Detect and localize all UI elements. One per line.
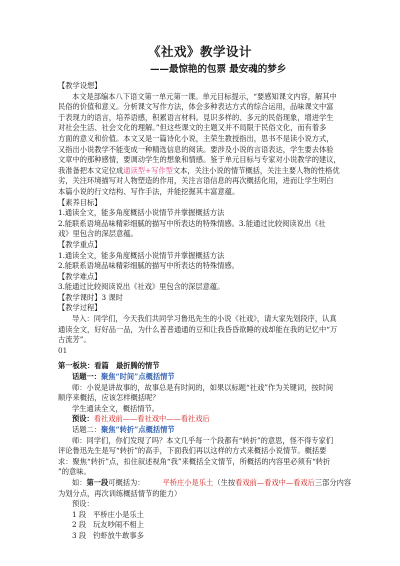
section-heading: 【素养目标】 — [58, 197, 102, 207]
list-item: 3.能通过比较阅读说出《社戏》里包含的深层意蕴。 — [58, 282, 225, 292]
page-title: 《社戏》教学设计 — [147, 44, 252, 59]
part-heading: 第一板块：看篇 最折腾的情节 — [58, 361, 160, 371]
list-item: 2.能联系语境品味精彩细腻的描写中所表达的特殊情感。 — [58, 261, 239, 271]
preset-label: 预设： — [72, 499, 94, 509]
line-text: 可概括为： — [108, 477, 145, 487]
paragraph-line: 民俗的价值和意义。分析课文写作方法，体会多种表达方式的综合运用，品味课文中富 — [58, 102, 334, 112]
item-number: 3 段 — [72, 530, 87, 540]
section-heading: 【教学课时】3 课时 — [58, 292, 123, 302]
paragraph-line: 又指出小说教学不能变成一种精选信息的阅读。要涉及小说的言语表达，学生要去体验 — [58, 144, 334, 154]
item-number: 2 段 — [72, 520, 87, 530]
topic-text: 聚焦“转折”点概括情节 — [101, 425, 175, 434]
paragraph-line: 导入：同学们，今天我们共同学习鲁迅先生的小说《社戏》，请大家先划段序，认真 — [72, 314, 337, 324]
section-heading: 【教学过程】 — [58, 303, 102, 313]
plot-item — [58, 510, 345, 521]
paragraph-line: 学生通读全文，概括情节。 — [72, 403, 160, 413]
example-highlight: 平桥庄小是乐土 — [162, 477, 214, 487]
topic-line — [58, 372, 345, 383]
paragraph-line: 师：小说是讲故事的，故事总是有时间的，如果以标题“社戏”作为关键词，按时间 — [72, 382, 334, 392]
paragraph-line: 方面的意义和价值。本文又是一篇诗化小说，主荣生教授指出，思书不是读小说方式， — [58, 133, 334, 143]
page-number: 01 — [58, 345, 68, 355]
list-item: 2.能联系语境品味精彩细腻的描写中所表达的特殊情感。3.能通过比较阅读说出《社 — [58, 218, 326, 228]
section-heading: 【教学难点】 — [58, 271, 102, 281]
paragraph-line: 本篇小说的行文结构、写作手法，并能挖掘其丰富意蕴。 — [58, 186, 240, 196]
paragraph-line: 评论鲁迅先生是写“转折”的高手，下面我们再以这样的方式来概括小说情节。概括要 — [58, 446, 327, 456]
example-highlight: 看戏前—看戏中—看戏后 — [235, 477, 315, 487]
item-number: 1 段 — [72, 509, 87, 519]
preset-label: 预设： — [72, 414, 94, 424]
item-text: 钓虾放牛敢事多 — [93, 530, 144, 540]
topic-text: 聚焦“时间”点概括情节 — [101, 372, 175, 382]
paragraph-line: 古流芳”。 — [58, 335, 91, 345]
highlight-text: 通读型+写作型 — [123, 165, 173, 175]
line-text: （生按 — [213, 477, 236, 487]
line-text: 如： — [72, 477, 87, 487]
paragraph-line: 顺序来概括，应该怎样概括呢？ — [58, 393, 160, 403]
preset-line — [58, 414, 345, 425]
line-text: 第一段 — [86, 477, 109, 487]
item-text: 玩友吵闹不相上 — [93, 520, 144, 530]
paragraph-line: ”的意味。 — [58, 467, 91, 477]
example-line — [58, 477, 352, 489]
item-text: 平桥庄小是乐土 — [93, 509, 144, 519]
paragraph-line — [58, 166, 345, 177]
document-body — [58, 81, 352, 542]
topic-line — [58, 425, 345, 436]
topic-label: 话题二： — [72, 425, 102, 434]
section-heading: 【教学设想】 — [58, 81, 102, 90]
line-text: 我准备把本文定位成 — [58, 165, 124, 175]
paragraph-line: 劣，关注环境描写对人物塑造的作用，关注言语信息的再次概括化用，进而让学生明白 — [58, 176, 334, 186]
paragraph-line: 师：同学们，你们发现了吗？本文几乎每一个段都有“转折”的意思，怪不得专家们 — [72, 435, 334, 445]
paragraph-line: 通读全文，好好品一品，为什么普普通通的豆和让我昏昏欲睡的戏却能在我的记忆中“万 — [58, 324, 338, 334]
paragraph-line: 文章中的那种感情，要调动学生的想象和情感。鉴于单元目标与专家对小说教学的建议， — [58, 155, 341, 165]
list-item: 1.通读全文，能多角度概括小说情节并掌握概括方法 — [58, 250, 225, 260]
preset-text: 看社戏前——看社戏中——看社戏后 — [93, 414, 210, 424]
plot-item — [58, 520, 345, 531]
paragraph-line: 求：聚焦“转折”点，扣住叙述视角“我”来概括全文情节，所概括的内容里必须有“转折 — [58, 456, 331, 466]
plot-item — [58, 531, 345, 542]
paragraph-line: 为划分点，再次训练概括情节的能力） — [58, 488, 182, 498]
list-item: 1.通读全文，能多角度概括小说情节并掌握概括方法 — [58, 208, 225, 218]
section-heading: 【教学重点】 — [58, 239, 102, 249]
list-item: 戏》里包含的深层意蕴。 — [58, 229, 138, 239]
paragraph-line: 对社会生活、社会文化的理解。”但这些课文的主题又并不局限于民俗文化，而有着多 — [58, 123, 327, 133]
line-text: 三部分内容 — [314, 477, 352, 487]
topic-label: 话题一： — [72, 372, 102, 382]
line-text: 文本，关注小说的情节概括，关注主要人物的性格优 — [172, 165, 340, 175]
paragraph-line: 于表现力的语言，培养语感，积累语言材料。見识多样的、多元的民俗现象，增进学生 — [58, 112, 334, 122]
page-subtitle: ——最惊艳的包票 最安魂的梦乡 — [150, 64, 287, 75]
paragraph-line: 本文是部编本八下语文第一单元第一课。单元目标提示，“要感知课文内容，解其中 — [72, 91, 337, 101]
